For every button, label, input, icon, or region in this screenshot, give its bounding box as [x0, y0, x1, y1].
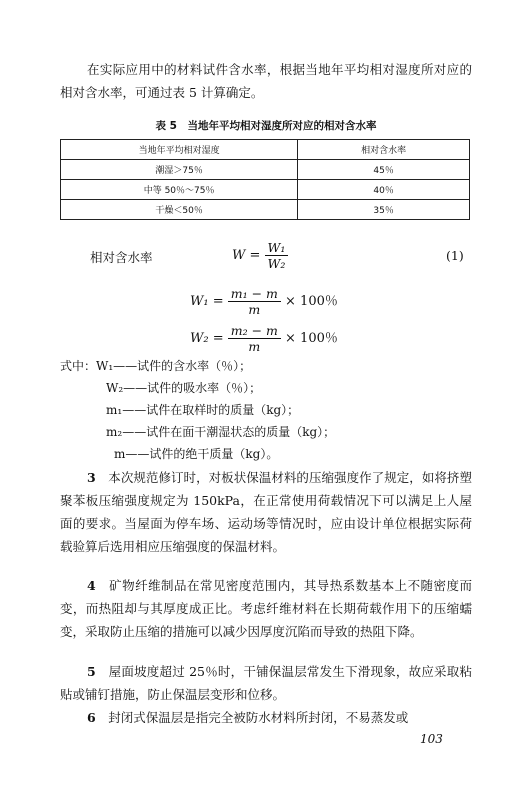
- fraction-denominator: W₂: [267, 256, 286, 271]
- equation-tail: × 100％: [285, 294, 338, 309]
- table-row: [61, 160, 470, 180]
- table-header: 当地年平均相对湿度: [61, 140, 298, 160]
- section-number: 3: [87, 470, 96, 485]
- section-number: 6: [87, 710, 96, 725]
- intro-paragraph: 在实际应用中的材料试件含水率，根据当地年平均相对湿度所对应的相对含水率，可通过表 5 计算确定。: [60, 62, 472, 100]
- table-cell: 45％: [298, 160, 470, 180]
- equation-tail: × 100％: [285, 331, 338, 346]
- equation-1: [232, 240, 288, 271]
- definition-text: W₁——试件的含水率（％）；: [96, 359, 252, 373]
- section-text: 本次规范修订时，对板状保温材料的压缩强度作了规定，如将挤塑聚苯板压缩强度规定为 150kPa，在正常使用荷载情况下可以满足上人屋面的要求。当屋面为停车场、运动场等情况时，应由设计单位根据实际荷载验算后选用相应压缩强度的保温材料。: [60, 470, 472, 554]
- definition-item: W₂——试件的吸水率（％）；: [106, 381, 262, 395]
- section-number: 5: [87, 664, 96, 679]
- section-paragraph: [60, 466, 472, 558]
- formula-label: 相对含水率: [90, 250, 153, 265]
- equation-2: [190, 286, 338, 317]
- section-paragraph: [60, 574, 472, 643]
- fraction: [228, 323, 281, 354]
- definition-item: m₁——试件在取样时的质量（kg）；: [106, 403, 300, 417]
- formula-number: (1): [446, 248, 464, 263]
- table-header: 相对含水率: [298, 140, 470, 160]
- section-number: 4: [87, 578, 96, 593]
- section-paragraph: [60, 706, 472, 729]
- equation-3: [190, 323, 338, 354]
- page-number: 103: [420, 732, 443, 746]
- fraction: [228, 286, 281, 317]
- table-cell: 40％: [298, 180, 470, 200]
- definition-item: m₂——试件在面干潮湿状态的质量（kg）；: [106, 425, 336, 439]
- equation-lhs: W =: [232, 248, 261, 263]
- table-cell: 中等 50％～75％: [61, 180, 298, 200]
- fraction-numerator: m₂ − m: [228, 323, 281, 339]
- table-cell: 干燥＜50％: [61, 200, 298, 220]
- fraction: [265, 240, 289, 271]
- fraction-denominator: m: [248, 302, 261, 317]
- fraction-denominator: m: [248, 339, 261, 354]
- fraction-numerator: m₁ − m: [228, 286, 281, 302]
- humidity-table: [60, 139, 470, 220]
- fraction-numerator: W₁: [265, 240, 289, 256]
- definitions-list: [60, 355, 335, 465]
- definition-item: [60, 355, 335, 377]
- section-paragraph: [60, 660, 472, 706]
- equation-lhs: W₁ =: [190, 294, 224, 309]
- section-text: 封闭式保温层是指完全被防水材料所封闭，不易蒸发或: [108, 710, 409, 725]
- table-row: [61, 180, 470, 200]
- table-row: [61, 200, 470, 220]
- equation-lhs: W₂ =: [190, 331, 224, 346]
- table-cell: 潮湿＞75％: [61, 160, 298, 180]
- section-text: 屋面坡度超过 25％时，干铺保温层常发生下滑现象，故应采取粘贴或铺钉措施，防止保温层变形和位移。: [60, 664, 472, 702]
- definitions-lead: 式中：: [60, 359, 97, 373]
- table-header-row: [61, 140, 470, 160]
- table-caption: 表 5 当地年平均相对湿度所对应的相对含水率: [155, 120, 377, 132]
- table-cell: 35％: [298, 200, 470, 220]
- section-text: 矿物纤维制品在常见密度范围内，其导热系数基本上不随密度而变，而热阻却与其厚度成正比。考虑纤维材料在长期荷载作用下的压缩蠕变，采取防止压缩的措施可以减少因厚度沉陷而导致的热阻下降。: [60, 578, 472, 639]
- definition-item: m——试件的绝干质量（kg）。: [114, 447, 279, 461]
